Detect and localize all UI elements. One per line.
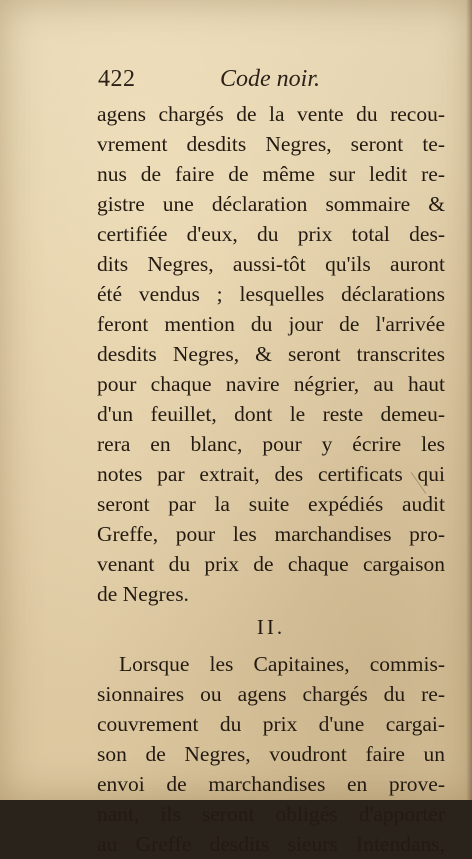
text-line: vrement desdits Negres, seront te- [97,132,445,156]
text-line: sionnaires ou agens chargés du re- [97,682,445,706]
text-line: couvrement du prix d'une cargai- [97,712,445,736]
text-line: été vendus ; lesquelles déclarations [97,282,445,306]
section-number: II. [256,615,286,639]
text-line: desdits Negres, & seront transcrites [97,342,445,366]
paragraph-1 [97,99,445,609]
text-line: de Negres. [97,582,189,606]
running-header [98,66,398,100]
text-line: certifiée d'eux, du prix total des- [97,222,445,246]
text-line: rera en blanc, pour y écrire les [97,432,445,456]
page-edge-shadow [466,0,472,800]
text-line: gistre une déclaration sommaire & [97,192,445,216]
text-line: d'un feuillet, dont le reste demeu- [97,402,445,426]
text-line: venant du prix de chaque cargaison [97,552,445,576]
running-title: Code noir. [220,66,321,92]
text-line: au Greffe desdits sieurs Intendans, [97,832,445,856]
text-line: notes par extrait, des certificats qui [97,462,445,486]
text-line: son de Negres, voudront faire un [97,742,445,766]
text-line: agens chargés de la vente du recou- [97,102,445,126]
text-line: Greffe, pour les marchandises pro- [97,522,445,546]
text-line: seront par la suite expédiés audit [97,492,445,516]
body-text [97,99,445,859]
text-line: feront mention du jour de l'arrivée [97,312,445,336]
page-number: 422 [98,66,136,92]
text-line: nant, ils seront obligés d'apporter [97,802,445,826]
text-line: nus de faire de même sur ledit re- [97,162,445,186]
text-line: pour chaque navire négrier, au haut [97,372,445,396]
text-line: dits Negres, aussi-tôt qu'ils auront [97,252,445,276]
paragraph-2 [97,649,445,859]
text-line: Lorsque les Capitaines, commis- [119,652,445,676]
text-line: envoi de marchandises en prove- [97,772,445,796]
